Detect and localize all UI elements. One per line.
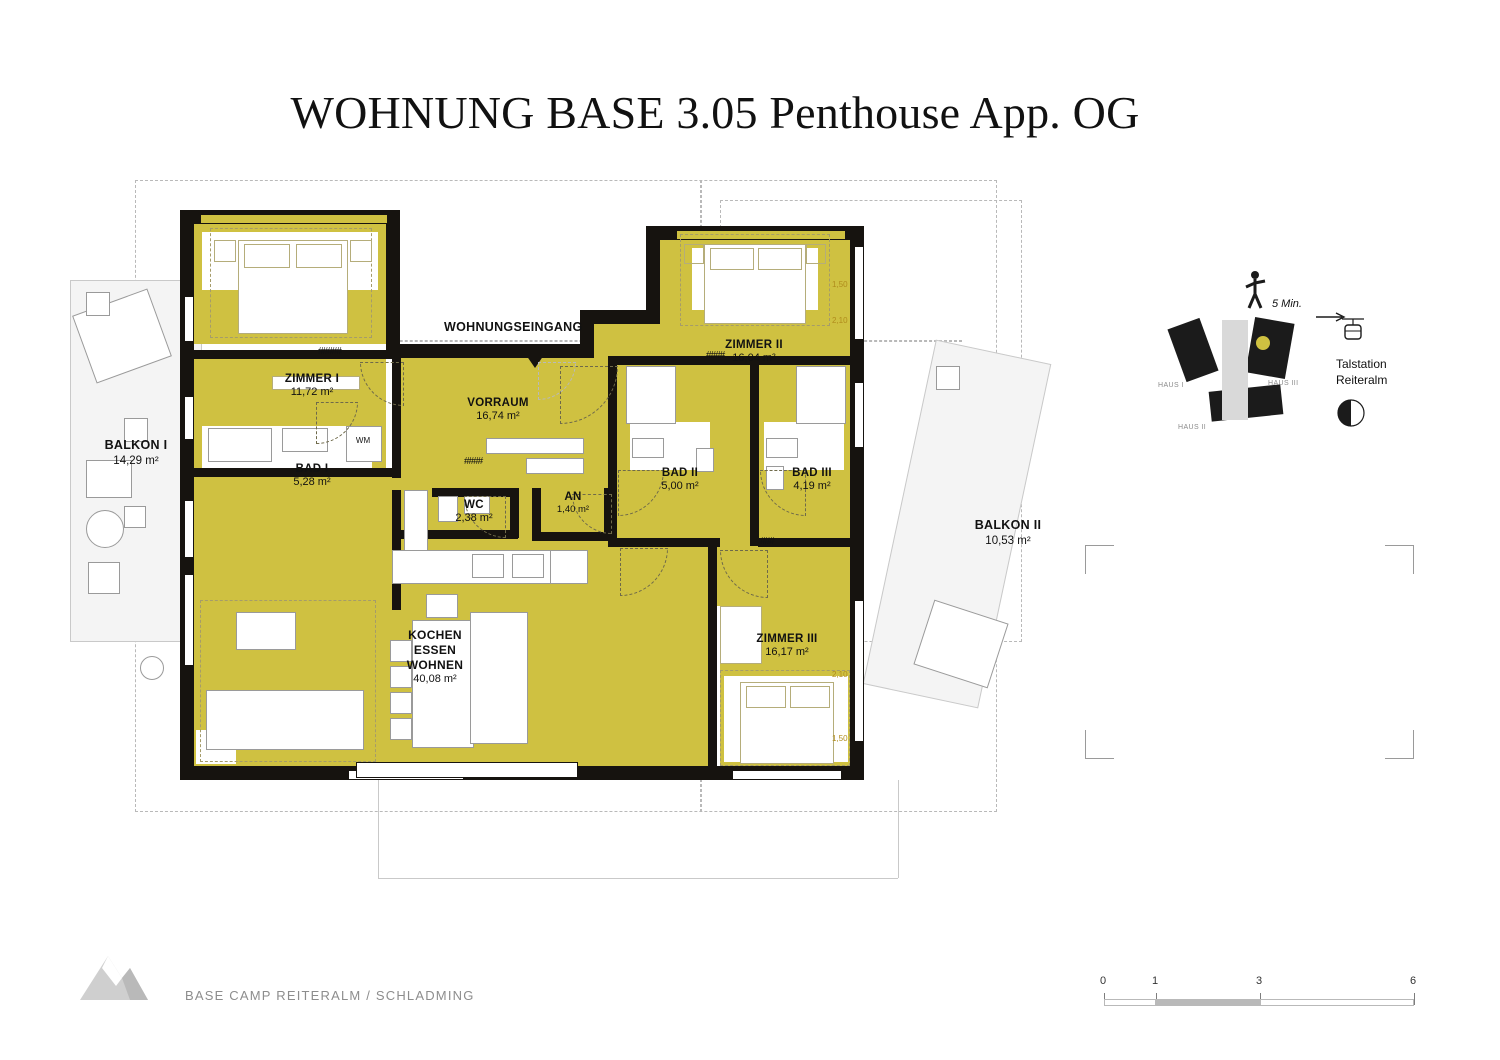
crop-mark-bottom-left — [1085, 730, 1114, 759]
window-bad-i-left[interactable] — [184, 396, 194, 440]
room-label-balkon-i — [68, 438, 204, 468]
room-area-bad-iii: 4,19 m² — [793, 480, 831, 493]
dim-zimmer-iii-150: 1,50 — [832, 734, 848, 743]
scale-mark-6 — [1414, 993, 1415, 1005]
room-area-bad-i: 5,28 m² — [293, 476, 331, 489]
room-area-an: 1,40 m² — [556, 504, 590, 516]
entrance-label: WOHNUNGSEINGANG — [444, 320, 583, 334]
window-living-left[interactable] — [184, 500, 194, 558]
pedestrian-icon — [1242, 270, 1268, 310]
room-label-zimmer-i — [252, 372, 372, 400]
room-area-bad-ii: 5,00 m² — [661, 480, 699, 493]
room-label-zimmer-iii — [724, 632, 850, 660]
station-label — [1336, 356, 1387, 388]
scale-segment-3-6 — [1260, 999, 1414, 1006]
room-label-zimmer-ii — [694, 338, 814, 366]
room-name-vorraum: VORRAUM — [467, 397, 529, 409]
room-name-balkon-i: BALKON I — [104, 438, 168, 452]
zimmer-ii-nightstand-left — [684, 244, 704, 264]
living-area: 40,08 m² — [413, 673, 457, 685]
balkon-ii-stool — [936, 366, 960, 390]
living-line-2: ESSEN — [413, 643, 457, 657]
vorraum-sideboard — [486, 438, 584, 454]
site-mini-map — [1140, 270, 1430, 460]
wall-badii-badiii-divider — [750, 358, 759, 546]
scale-tick-6: 6 — [1410, 975, 1417, 987]
door-living-left[interactable] — [184, 574, 194, 666]
label-haus-iii: HAUS III — [1268, 380, 1299, 387]
room-label-an — [532, 490, 614, 516]
scale-bar — [1100, 975, 1420, 1015]
living-line-1: KOCHEN — [408, 628, 462, 642]
footer-caption: BASE CAMP REITERALM / SCHLADMING — [185, 988, 475, 1003]
wall-zimmeri-bad-divider — [194, 350, 400, 359]
wall-step2-vert — [646, 240, 660, 322]
dining-chair-4 — [390, 718, 412, 740]
zimmer-iii-pillow-left — [746, 686, 786, 708]
hatch-zimmer-iii: ### — [760, 536, 774, 547]
dim-zimmer-iii-210: 2,10 — [832, 670, 848, 679]
dining-chair-5 — [426, 594, 458, 618]
room-label-vorraum — [428, 396, 568, 424]
room-name-zimmer-ii: ZIMMER II — [725, 339, 783, 351]
walk-time-label: 5 Min. — [1272, 298, 1302, 310]
terrace-outline-right — [898, 780, 899, 878]
balkon-i-stool — [88, 562, 120, 594]
washing-machine-label — [344, 436, 382, 446]
room-area-zimmer-ii: 16,04 m² — [732, 352, 776, 365]
building-haus-iii — [1245, 317, 1294, 379]
room-area-zimmer-i: 11,72 m² — [290, 386, 334, 399]
living-sofa — [206, 690, 364, 750]
room-name-zimmer-iii: ZIMMER III — [756, 633, 818, 645]
wall-zimmeri-right — [386, 210, 400, 358]
label-haus-ii: HAUS II — [1178, 424, 1207, 431]
bad-iii-shower — [796, 366, 846, 424]
door-zimmer-iii-right[interactable] — [854, 600, 864, 742]
kitchen-fridge — [550, 550, 588, 584]
room-name-bad-iii: BAD III — [792, 467, 832, 479]
wall-living-right — [708, 540, 717, 766]
room-name-wc: WC — [464, 499, 484, 511]
page-title: WOHNUNG BASE 3.05 Penthouse App. OG — [290, 87, 1140, 138]
room-name-zimmer-i: ZIMMER I — [284, 373, 340, 385]
room-area-zimmer-iii: 16,17 m² — [765, 646, 809, 659]
room-label-bad-ii — [628, 466, 732, 494]
scale-tick-1: 1 — [1152, 975, 1159, 987]
label-haus-i: HAUS I — [1158, 382, 1184, 389]
site-path — [1222, 320, 1248, 420]
mountain-logo-icon — [78, 948, 178, 1003]
vorraum-bench — [526, 458, 584, 474]
scale-segment-0-1 — [1104, 999, 1156, 1006]
station-line-2: Reiteralm — [1336, 373, 1388, 388]
crop-mark-top-right — [1085, 545, 1114, 574]
living-coffee-table — [236, 612, 296, 650]
bad-iii-washbasin — [766, 438, 798, 458]
room-area-balkon-i: 14,29 m² — [113, 454, 159, 467]
scale-tick-0: 0 — [1100, 975, 1107, 987]
terrace-outline-left — [378, 780, 379, 878]
dining-chair-3 — [390, 692, 412, 714]
door-zimmer-ii-right[interactable] — [854, 246, 864, 340]
room-area-vorraum: 16,74 m² — [476, 410, 520, 423]
zimmer-ii-nightstand-right — [806, 244, 826, 264]
window-zimmer-i-left[interactable] — [184, 296, 194, 342]
room-label-living — [360, 628, 510, 687]
zimmer-ii-pillow-left — [710, 248, 754, 270]
room-area-wc: 2,38 m² — [455, 512, 493, 525]
zimmer-i-nightstand-right — [350, 240, 372, 262]
floor-plan — [60, 170, 1080, 870]
room-label-wc — [426, 498, 522, 526]
room-name-an: AN — [564, 491, 582, 503]
cable-car-icon — [1340, 316, 1366, 350]
balkon-i-round-table — [86, 510, 124, 548]
room-area-balkon-ii: 10,53 m² — [985, 534, 1031, 547]
terrace-outline-bottom — [378, 878, 898, 879]
dim-zimmer-ii-150: 1,50 — [832, 280, 848, 289]
north-arrow-icon — [1336, 398, 1366, 428]
hatch-bad-i: #### — [464, 456, 483, 467]
room-label-bad-iii — [760, 466, 864, 494]
scale-tick-3: 3 — [1256, 975, 1263, 987]
zimmer-i-pillow-right — [296, 244, 342, 268]
building-haus-i — [1167, 318, 1218, 382]
window-zimmer-i-top[interactable] — [200, 214, 388, 224]
balkon-i-stool-3 — [86, 292, 110, 316]
room-name-bad-i: BAD I — [295, 463, 329, 475]
balkon-i-column — [140, 656, 164, 680]
balkon-i-planter — [124, 506, 146, 528]
washing-machine-text: WM — [355, 436, 371, 445]
wall-an-bottom — [532, 532, 612, 541]
zimmer-ii-pillow-right — [758, 248, 802, 270]
zimmer-i-nightstand-left — [214, 240, 236, 262]
bad-ii-washbasin — [632, 438, 664, 458]
room-label-balkon-ii — [940, 518, 1076, 548]
wall-badii-bottom — [608, 538, 720, 547]
zimmer-i-pillow-left — [244, 244, 290, 268]
kitchen-hob — [512, 554, 544, 578]
room-name-bad-ii: BAD II — [661, 467, 699, 479]
door-living-bottom[interactable] — [356, 762, 578, 778]
kitchen-sink — [472, 554, 504, 578]
crop-mark-top-right-2 — [1385, 545, 1414, 574]
station-line-1: Talstation — [1336, 357, 1387, 371]
zimmer-iii-pillow-right — [790, 686, 830, 708]
living-line-3: WOHNEN — [406, 658, 464, 672]
bad-ii-shower — [626, 366, 676, 424]
crop-mark-bottom-right — [1385, 730, 1414, 759]
window-bad-ii-right[interactable] — [854, 382, 864, 448]
hatch-zimmer-i: ##### — [318, 346, 341, 357]
site-marker-dot — [1256, 336, 1270, 350]
window-zimmer-iii-bottom[interactable] — [732, 770, 842, 780]
bad-i-bathtub — [208, 428, 272, 462]
scale-segment-1-3 — [1156, 999, 1260, 1006]
dim-zimmer-ii-210: 2,10 — [832, 316, 848, 325]
room-label-bad-i — [252, 462, 372, 490]
hatch-corridor: #### — [706, 350, 725, 361]
room-name-balkon-ii: BALKON II — [974, 518, 1042, 532]
